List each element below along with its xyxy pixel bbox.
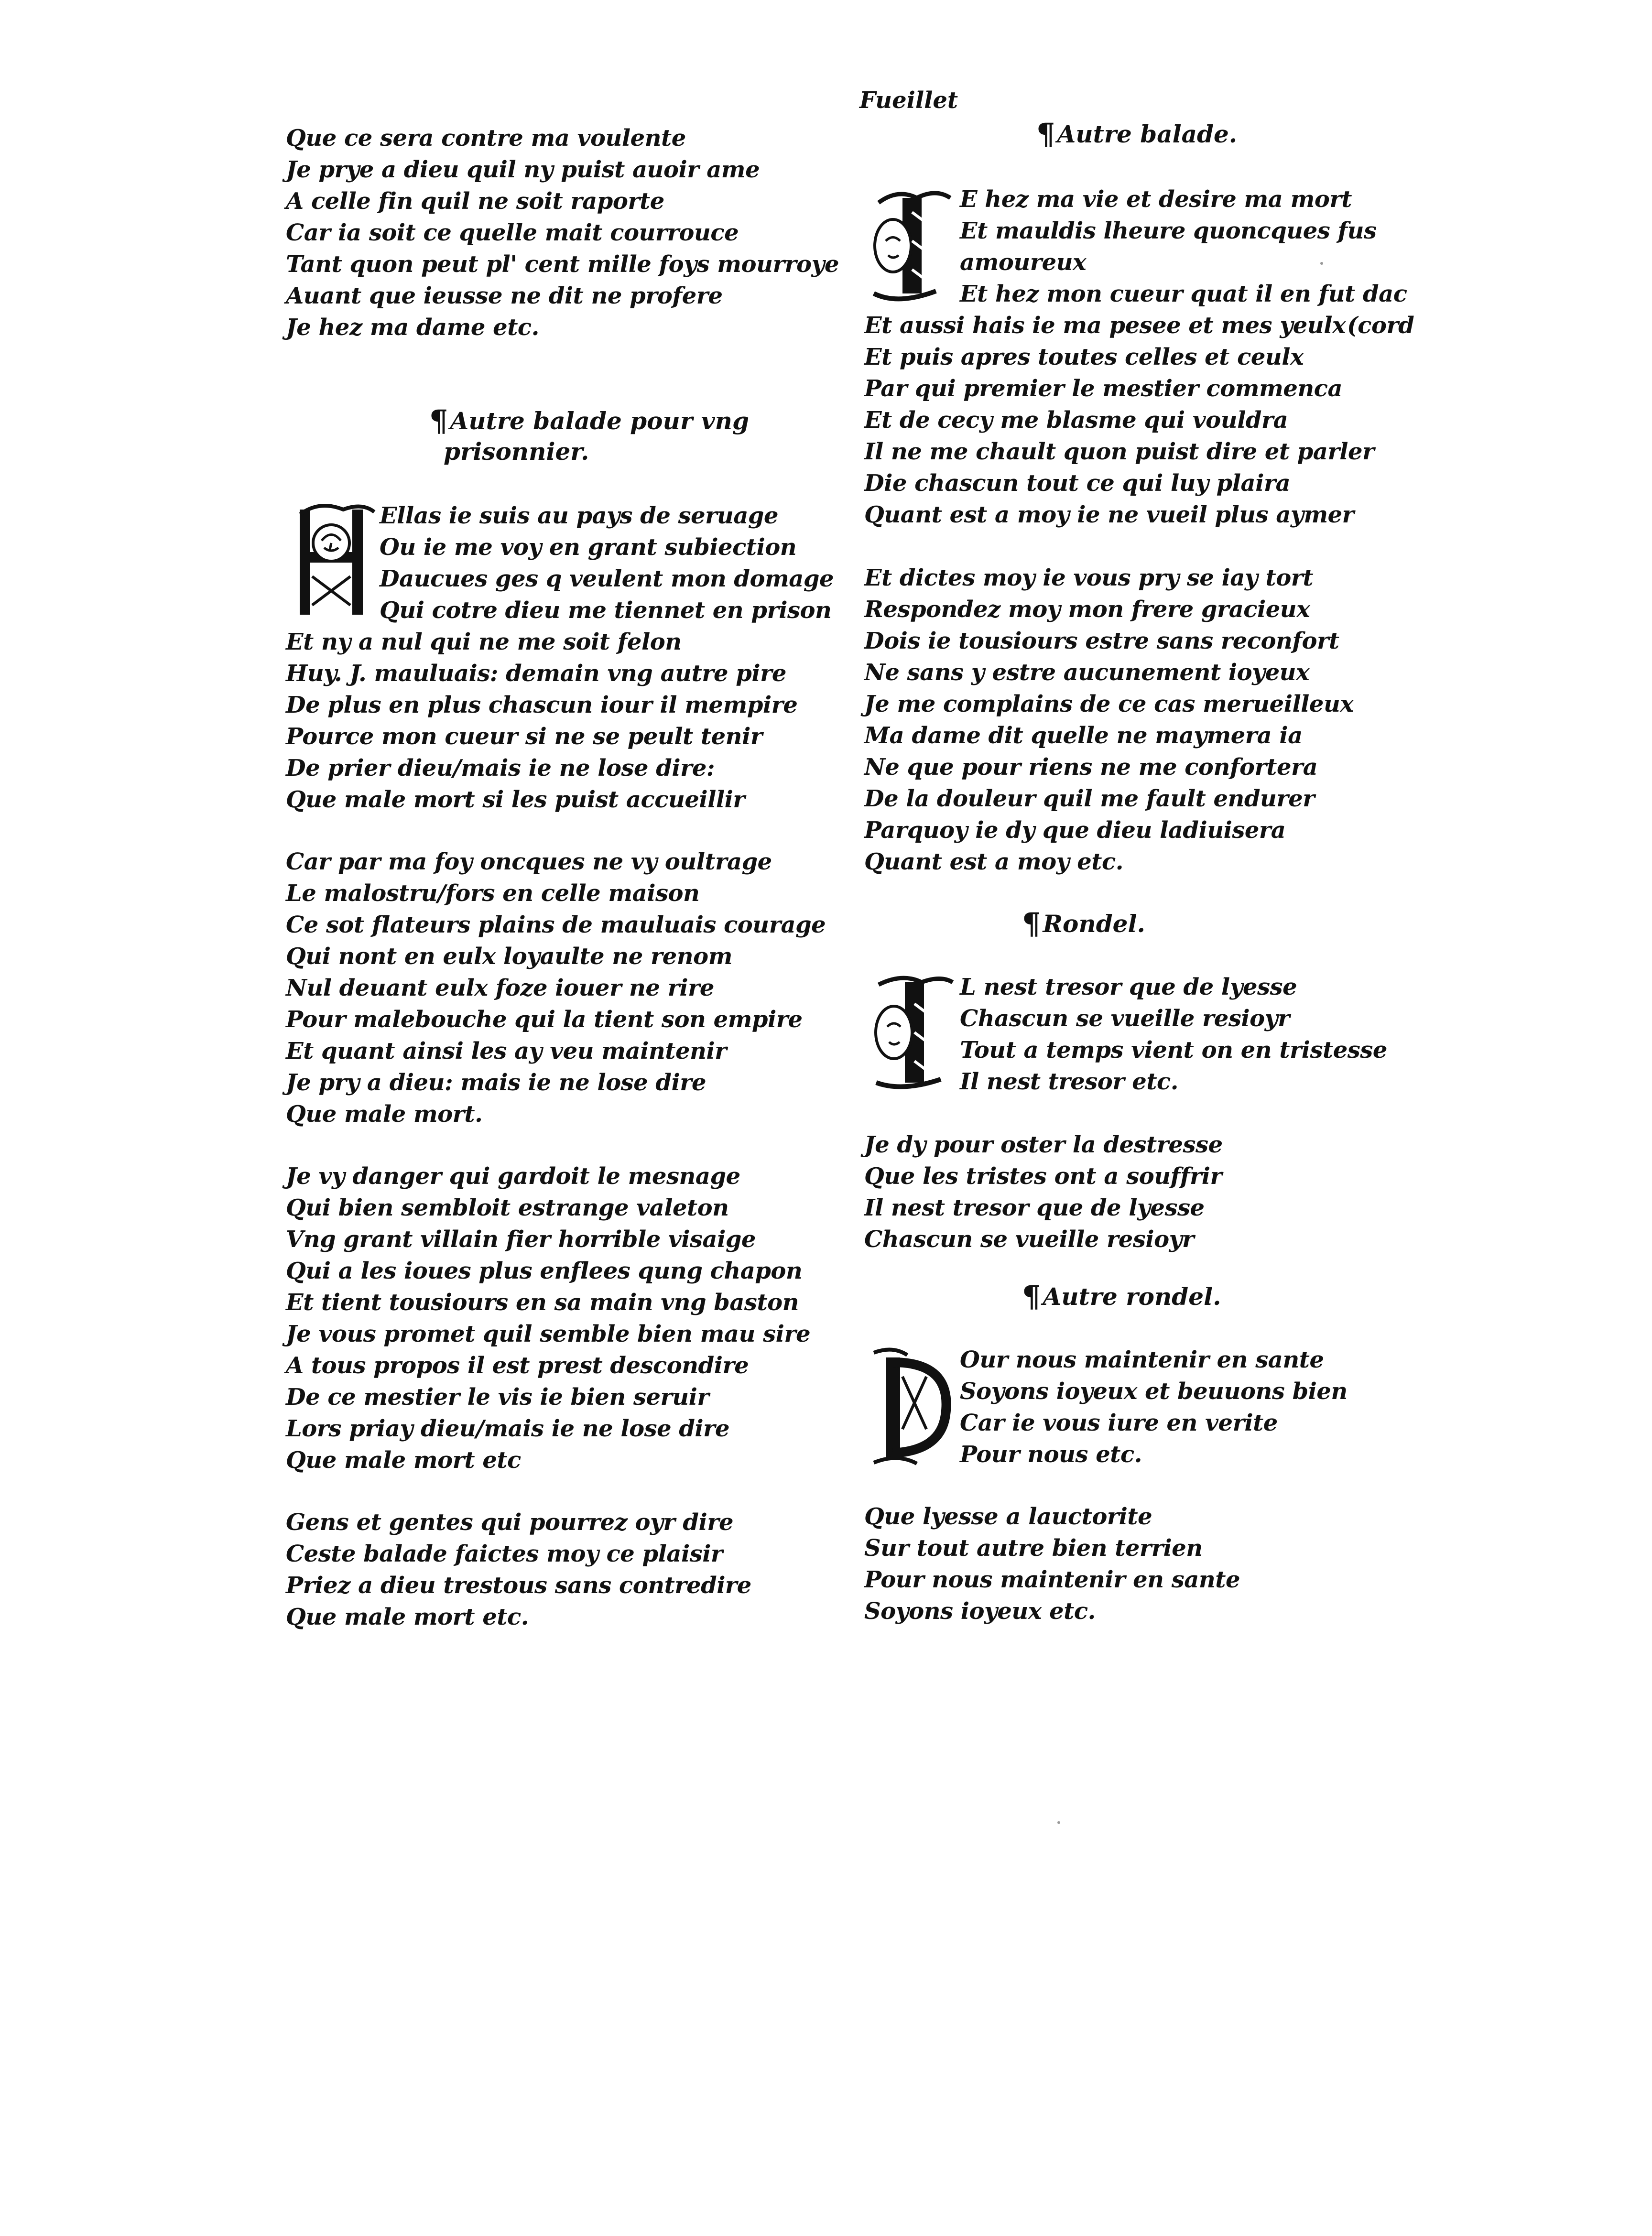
verse-line: Pour malebouche qui la tient son empire xyxy=(286,1006,803,1033)
section-heading: ¶Autre rondel. xyxy=(1022,1279,1221,1314)
verse-line: Et hez mon cueur quat il en fut dac xyxy=(960,281,1407,307)
verse-line: Que male mort. xyxy=(286,1101,483,1128)
verse-line: Vng grant villain fier horrible visaige xyxy=(286,1226,756,1253)
marginal-note: (cord xyxy=(1347,312,1414,339)
verse-line: Quant est a moy ie ne vueil plus aymer xyxy=(864,501,1354,528)
pilcrow-icon: ¶ xyxy=(1036,117,1055,152)
verse-line: Et mauldis lheure quoncques fus xyxy=(960,217,1377,244)
verse-line: Je me complains de ce cas merueilleux xyxy=(864,691,1354,717)
verse-line: De ce mestier le vis ie bien seruir xyxy=(286,1384,709,1411)
verse-line: Qui cotre dieu me tiennet en prison xyxy=(380,597,832,624)
verse-line: Car ie vous iure en verite xyxy=(960,1410,1278,1436)
verse-line: Ceste balade faictes moy ce plaisir xyxy=(286,1541,723,1567)
folio-header: Fueillet xyxy=(859,87,958,114)
verse-line: De plus en plus chascun iour il mempire xyxy=(286,692,798,718)
pilcrow-icon: ¶ xyxy=(1022,906,1041,941)
verse-line: Et quant ainsi les ay veu maintenir xyxy=(286,1038,727,1064)
verse-line: Our nous maintenir en sante xyxy=(960,1346,1324,1373)
verse-line: Tout a temps vient on en tristesse xyxy=(960,1037,1387,1064)
verse-line: Il nest tresor que de lyesse xyxy=(864,1194,1205,1221)
verse-line: Ce sot flateurs plains de mauluais courage xyxy=(286,912,826,938)
verse-line: Je vy danger qui gardoit le mesnage xyxy=(286,1163,740,1190)
verse-line: Quant est a moy etc. xyxy=(864,848,1123,875)
verse-line: Il nest tresor etc. xyxy=(960,1068,1178,1095)
verse-line: Car ia soit ce quelle mait courrouce xyxy=(286,219,739,246)
verse-line: Pour nous etc. xyxy=(960,1441,1142,1468)
verse-line: Je pry a dieu: mais ie ne lose dire xyxy=(286,1069,706,1096)
verse-line: Que male mort etc xyxy=(286,1447,521,1474)
verse-line: Il ne me chault quon puist dire et parler xyxy=(864,438,1374,465)
verse-line: Huy. J. mauluais: demain vng autre pire xyxy=(286,660,786,687)
verse-line: Ellas ie suis au pays de seruage xyxy=(380,502,779,529)
historiated-initial-h xyxy=(286,500,381,624)
verse-line: Que lyesse a lauctorite xyxy=(864,1503,1152,1530)
verse-line: Que male mort etc. xyxy=(286,1604,529,1630)
pilcrow-icon: ¶ xyxy=(1022,1279,1041,1314)
verse-line: Pource mon cueur si ne se peult tenir xyxy=(286,723,762,750)
verse-line: Soyons ioyeux etc. xyxy=(864,1598,1096,1625)
verse-line: amoureux xyxy=(960,249,1087,276)
verse-line: Qui nont en eulx loyaulte ne renom xyxy=(286,943,732,970)
verse-line: Et puis apres toutes celles et ceulx xyxy=(864,344,1304,370)
verse-line: Chascun se vueille resioyr xyxy=(960,1005,1290,1032)
verse-line: Et dictes moy ie vous pry se iay tort xyxy=(864,564,1314,591)
verse-line: Lors priay dieu/mais ie ne lose dire xyxy=(286,1415,729,1442)
section-heading-continuation: prisonnier. xyxy=(444,437,589,466)
verse-line: Je vous promet quil semble bien mau sire xyxy=(286,1321,811,1347)
verse-line: Ou ie me voy en grant subiection xyxy=(380,534,797,561)
historiated-initial-p xyxy=(864,1343,955,1467)
verse-line: E hez ma vie et desire ma mort xyxy=(960,186,1352,213)
verse-line: Ne que pour riens ne me confortera xyxy=(864,754,1318,781)
verse-line: Et ny a nul qui ne me soit felon xyxy=(286,629,682,655)
section-heading: ¶Rondel. xyxy=(1022,906,1145,941)
verse-line: Que male mort si les puist accueillir xyxy=(286,786,745,813)
historiated-initial-i xyxy=(864,184,955,308)
verse-line: Sur tout autre bien terrien xyxy=(864,1535,1203,1562)
verse-line: A tous propos il est prest descondire xyxy=(286,1352,749,1379)
verse-line: Que ce sera contre ma voulente xyxy=(286,125,686,152)
verse-line: Et tient tousiours en sa main vng baston xyxy=(286,1289,799,1316)
verse-line: Tant quon peut pl' cent mille foys mourroye xyxy=(286,251,839,278)
verse-line: Die chascun tout ce qui luy plaira xyxy=(864,470,1291,497)
verse-line: Chascun se vueille resioyr xyxy=(864,1226,1194,1253)
verse-line: Ma dame dit quelle ne maymera ia xyxy=(864,722,1303,749)
verse-line: De prier dieu/mais ie ne lose dire: xyxy=(286,755,715,782)
verse-line: Et de cecy me blasme qui vouldra xyxy=(864,407,1288,434)
verse-line: Soyons ioyeux et beuuons bien xyxy=(960,1378,1348,1405)
verse-line: Ne sans y estre aucunement ioyeux xyxy=(864,659,1310,686)
verse-line: Par qui premier le mestier commenca xyxy=(864,375,1343,402)
verse-line: Priez a dieu trestous sans contredire xyxy=(286,1572,751,1599)
pilcrow-icon: ¶ xyxy=(429,403,448,438)
verse-line: Je dy pour oster la destresse xyxy=(864,1131,1223,1158)
verse-line: Respondez moy mon frere gracieux xyxy=(864,596,1310,623)
paper-speck xyxy=(1057,1821,1060,1824)
verse-line: De la douleur quil me fault endurer xyxy=(864,785,1315,812)
paper-speck xyxy=(1320,262,1323,265)
verse-line: Le malostru/fors en celle maison xyxy=(286,880,700,907)
verse-line: Parquoy ie dy que dieu ladiuisera xyxy=(864,817,1286,844)
historiated-initial-i-rondel xyxy=(864,970,955,1095)
verse-line: L nest tresor que de lyesse xyxy=(960,974,1297,1000)
verse-line: Je prye a dieu quil ny puist auoir ame xyxy=(286,156,760,183)
verse-line: Nul deuant eulx foze iouer ne rire xyxy=(286,975,714,1001)
section-heading: ¶Autre balade. xyxy=(1036,117,1238,152)
verse-line: A celle fin quil ne soit raporte xyxy=(286,188,664,215)
verse-line: Gens et gentes qui pourrez oyr dire xyxy=(286,1509,734,1536)
verse-line: Que les tristes ont a souffrir xyxy=(864,1163,1222,1190)
verse-line: Auant que ieusse ne dit ne profere xyxy=(286,282,723,309)
verse-line: Pour nous maintenir en sante xyxy=(864,1566,1240,1593)
verse-line: Qui a les ioues plus enflees qung chapon xyxy=(286,1258,803,1284)
verse-line: Daucues ges q veulent mon domage xyxy=(380,565,834,592)
section-heading: ¶Autre balade pour vng xyxy=(429,403,749,438)
verse-line: Dois ie tousiours estre sans reconfort xyxy=(864,628,1339,654)
verse-line: Je hez ma dame etc. xyxy=(286,314,539,341)
verse-line: Qui bien sembloit estrange valeton xyxy=(286,1194,729,1221)
verse-line: Et aussi hais ie ma pesee et mes yeulx xyxy=(864,312,1346,339)
verse-line: Car par ma foy oncques ne vy oultrage xyxy=(286,848,772,875)
